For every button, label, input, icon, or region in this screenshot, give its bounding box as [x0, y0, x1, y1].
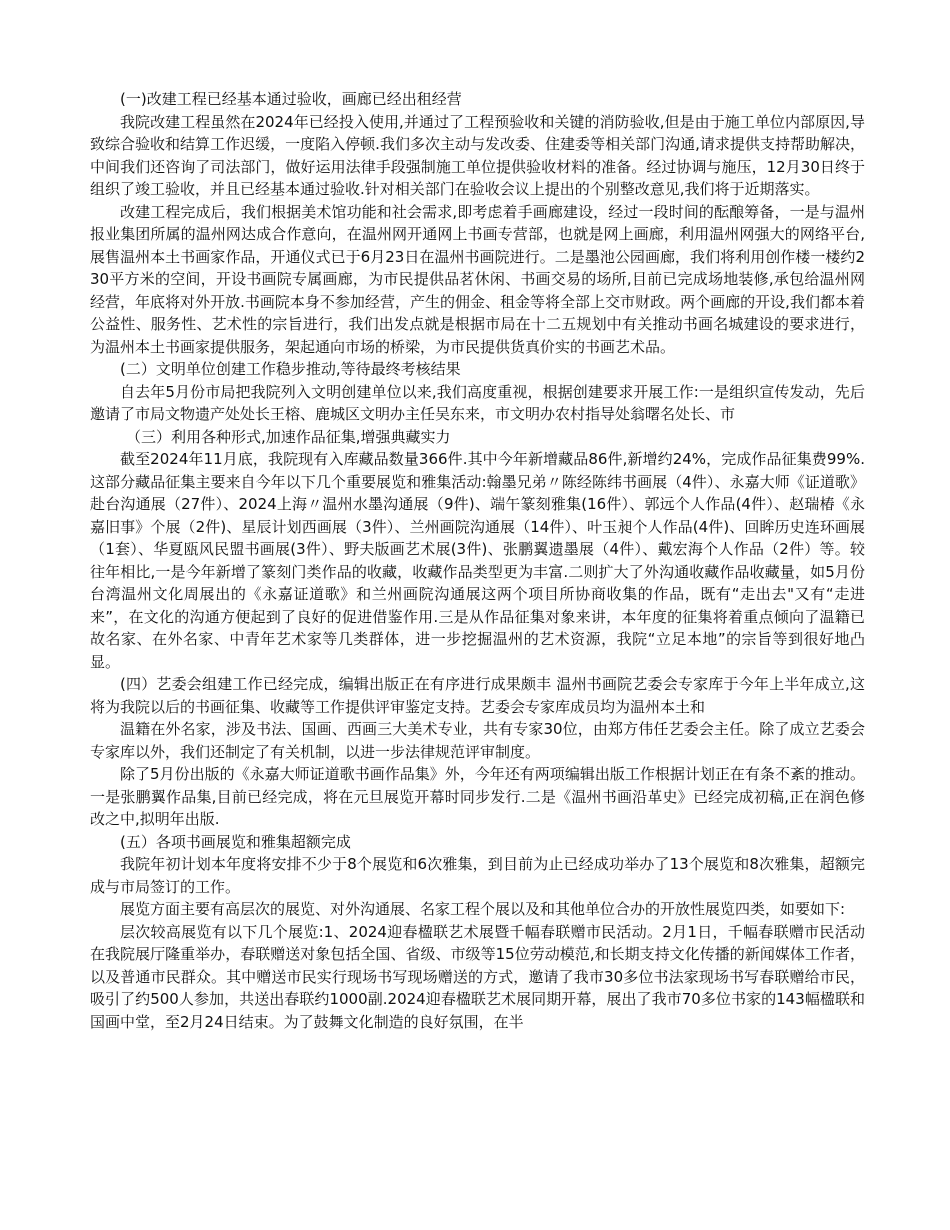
section-heading-1: (一)改建工程已经基本通过验收，画廊已经出租经营 — [120, 90, 462, 108]
body-paragraph: 自去年5月份市局把我院列入文明创建单位以来,我们高度重视，根据创建要求开展工作:一是组织宣传发动，先后邀请了市局文物遗产处处长王榕、鹿城区文明办主任吴东来，市文明办农村指导处翁曙名处长、市 — [90, 382, 865, 423]
document-body — [90, 88, 865, 1033]
section-heading-2: (二）文明单位创建工作稳步推动,等待最终考核结果 — [120, 360, 461, 378]
body-paragraph: 截至2024年11月底，我院现有入库藏品数量366件.其中今年新增藏品86件,新增约24%，完成作品征集费99%.这部分藏品征集主要来自今年以下几个重要展览和雅集活动:翰墨兄弟〃陈经陈纬书画展（4件）、永嘉大师《证道歌》赴台沟通展（27件）、2024上海〃温州水墨沟通展（9件)、端午篆刻雅集(16件）、郭远个人作品(4件）、赵瑞椿《永嘉旧事》个展（2件)、星辰计划西画展（3件）、兰州画院沟通展（14件）、叶玉昶个人作品(4件)、回眸历史连环画展（1套）、华夏瓯风民盟书画展(3件）、野夫版画艺术展(3件)、张鹏翼遗墨展（4件）、戴宏海个人作品（2件）等。较往年相比,一是今年新增了篆刻门类作品的收藏，收藏作品类型更为丰富.二则扩大了外沟通收藏作品收藏量，如5月份台湾温州文化周展出的《永嘉证道歌》和兰州画院沟通展这两个项目所协商收集的作品，既有“走出去"又有“走进来”，在文化的沟通方便起到了良好的促进借鉴作用.三是从作品征集对象来讲，本年度的征集将着重点倾向了温籍已故名家、在外名家、中青年艺术家等几类群体，进一步挖掘温州的艺术资源，我院“立足本地”的宗旨等到很好地凸显。 — [90, 450, 865, 671]
section-heading-3: （三）利用各种形式,加速作品征集,增强典藏实力 — [126, 427, 451, 446]
body-paragraph: 层次较高展览有以下几个展览:1、2024迎春楹联艺术展暨千幅春联赠市民活动。2月1日，千幅春联赠市民活动在我院展厅隆重举办，春联赠送对象包括全国、省级、市级等15位劳动模范,和长期支持文化传播的新闻媒体工作者，以及普通市民群众。其中赠送市民实行现场书写现场赠送的方式，邀请了我市30多位书法家现场书写春联赠给市民，吸引了约500人参加，共送出春联约1000副.2024迎春楹联艺术展同期开幕，展出了我市70多位书家的143幅楹联和国画中堂，至2月24日结束。为了鼓舞文化制造的良好氛围，在半 — [90, 922, 865, 1031]
section-heading-4-paragraph: (四）艺委会组建工作已经完成，编辑出版正在有序进行成果颇丰 温州书画院艺委会专家库于今年上半年成立,这将为我院以后的书画征集、收藏等工作提供评审鉴定支持。艺委会专家库成员均为温州本土和 — [90, 675, 865, 716]
body-paragraph: 改建工程完成后，我们根据美术馆功能和社会需求,即考虑着手画廊建设，经过一段时间的酝酿筹备，一是与温州报业集团所属的温州网达成合作意向，在温州网开通网上书画专营部，也就是网上画廊，利用温州网强大的网络平台,展售温州本土书画家作品，开通仪式已于6月23日在温州书画院进行。二是墨池公园画廊，我们将利用创作楼一楼约230平方米的空间，开设书画院专属画廊，为市民提供品茗休闲、书画交易的场所,目前已完成场地装修,承包给温州网经营，年底将对外开放.书画院本身不参加经营，产生的佣金、租金等将全部上交市财政。两个画廊的开设,我们都本着公益性、服务性、艺术性的宗旨进行，我们出发点就是根据市局在十二五规划中有关推动书画名城建设的要求进行，为温州本土书画家提供服务，架起通向市场的桥梁，为市民提供货真价实的书画艺术品。 — [90, 202, 865, 356]
body-paragraph: 我院改建工程虽然在2024年已经投入使用,并通过了工程预验收和关键的消防验收,但是由于施工单位内部原因,导致综合验收和结算工作迟缓，一度陷入停顿.我们多次主动与发改委、住建委等相关部门沟通,请求提供支持帮助解决，中间我们还咨询了司法部门，做好运用法律手段强制施工单位提供验收材料的准备。经过协调与施压，12月30日终于组织了竣工验收，并且已经基本通过验收.针对相关部门在验收会议上提出的个别整改意见,我们将于近期落实。 — [90, 112, 865, 198]
body-paragraph: 展览方面主要有高层次的展览、对外沟通展、名家工程个展以及和其他单位合办的开放性展览四类，如要如下: — [120, 900, 846, 918]
body-paragraph: 我院年初计划本年度将安排不少于8个展览和6次雅集，到目前为止已经成功举办了13个展览和8次雅集，超额完成与市局签订的工作。 — [90, 855, 865, 896]
section-heading-5: (五）各项书画展览和雅集超额完成 — [120, 832, 351, 851]
body-paragraph: 温籍在外名家，涉及书法、国画、西画三大美术专业，共有专家30位，由郑方伟任艺委会主任。除了成立艺委会专家库以外，我们还制定了有关机制，以进一步法律规范评审制度。 — [90, 720, 865, 761]
body-paragraph: 除了5月份出版的《永嘉大师证道歌书画作品集》外，今年还有两项编辑出版工作根据计划正在有条不紊的推动。一是张鹏翼作品集,目前已经完成，将在元旦展览开幕时同步发行.二是《温州书画沿革史》已经完成初稿,正在润色修改之中,拟明年出版. — [90, 765, 865, 828]
